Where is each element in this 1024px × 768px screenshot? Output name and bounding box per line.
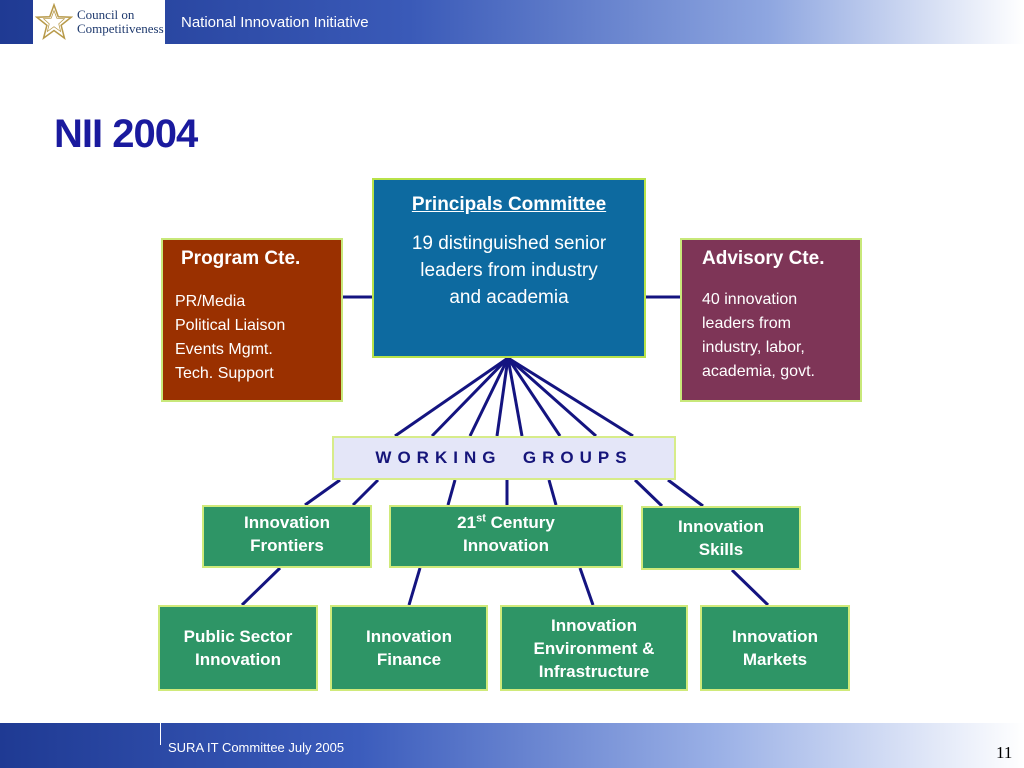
program-committee-list — [175, 290, 341, 386]
logo-line2: Competitiveness — [77, 21, 164, 36]
principals-committee-box — [372, 178, 646, 358]
innovation-finance-box — [330, 605, 488, 691]
program-item: Tech. Support — [175, 365, 274, 382]
program-committee-heading: Program Cte. — [181, 248, 301, 269]
group-label-line: Innovation — [463, 535, 549, 555]
group-label-line: Markets — [742, 650, 808, 669]
advisory-line: 40 innovation — [702, 291, 798, 308]
advisory-line: academia, govt. — [702, 363, 815, 380]
group-label-line: Finance — [376, 650, 442, 669]
footer-text: SURA IT Committee July 2005 — [168, 740, 345, 755]
program-item: Events Mgmt. — [175, 341, 273, 358]
footer-divider — [160, 723, 161, 745]
group-label-line: Innovation — [551, 615, 637, 635]
group-label-line — [457, 511, 555, 534]
group-label-line: Infrastructure — [538, 661, 650, 681]
advisory-committee-box — [680, 238, 862, 402]
group-label-line: Innovation — [678, 517, 764, 536]
principals-line: and academia — [449, 287, 569, 308]
page-number: 11 — [996, 743, 1013, 762]
group-label-line: Innovation — [244, 512, 330, 532]
logo-line1: Council on — [77, 7, 135, 22]
principals-line: 19 distinguished senior — [411, 233, 607, 254]
principals-committee-heading: Principals Committee — [411, 194, 607, 215]
program-committee-box — [161, 238, 343, 402]
principals-line: leaders from industry — [420, 260, 598, 281]
innovation-skills-box — [641, 506, 801, 570]
century-word: Century — [485, 512, 555, 532]
century-number: 21 — [457, 512, 477, 532]
group-label-line: Innovation — [366, 627, 452, 646]
group-label-line: Innovation — [195, 650, 281, 669]
21st-century-innovation-box — [389, 505, 623, 568]
group-label-line: Public Sector — [183, 627, 293, 646]
innovation-frontiers-box — [202, 505, 372, 568]
program-item: PR/Media — [175, 293, 246, 310]
group-label-line: Environment & — [533, 638, 655, 658]
principals-committee-description — [374, 230, 644, 311]
advisory-line: industry, labor, — [702, 339, 805, 356]
working-groups-banner: WORKING GROUPS — [332, 436, 676, 480]
century-suffix: st — [476, 511, 486, 524]
header-title: National Innovation Initiative — [181, 14, 369, 31]
group-label-line: Innovation — [732, 627, 818, 646]
advisory-committee-description — [702, 288, 860, 384]
innovation-environment-box — [500, 605, 688, 691]
slide-title: NII 2004 — [54, 112, 198, 156]
group-label-line: Skills — [698, 540, 744, 559]
footer-bar — [0, 723, 1024, 768]
advisory-line: leaders from — [702, 315, 791, 332]
innovation-markets-box — [700, 605, 850, 691]
advisory-committee-heading: Advisory Cte. — [702, 248, 825, 269]
program-item: Political Liaison — [175, 317, 286, 334]
public-sector-innovation-box — [158, 605, 318, 691]
group-label-line: Frontiers — [250, 535, 324, 555]
